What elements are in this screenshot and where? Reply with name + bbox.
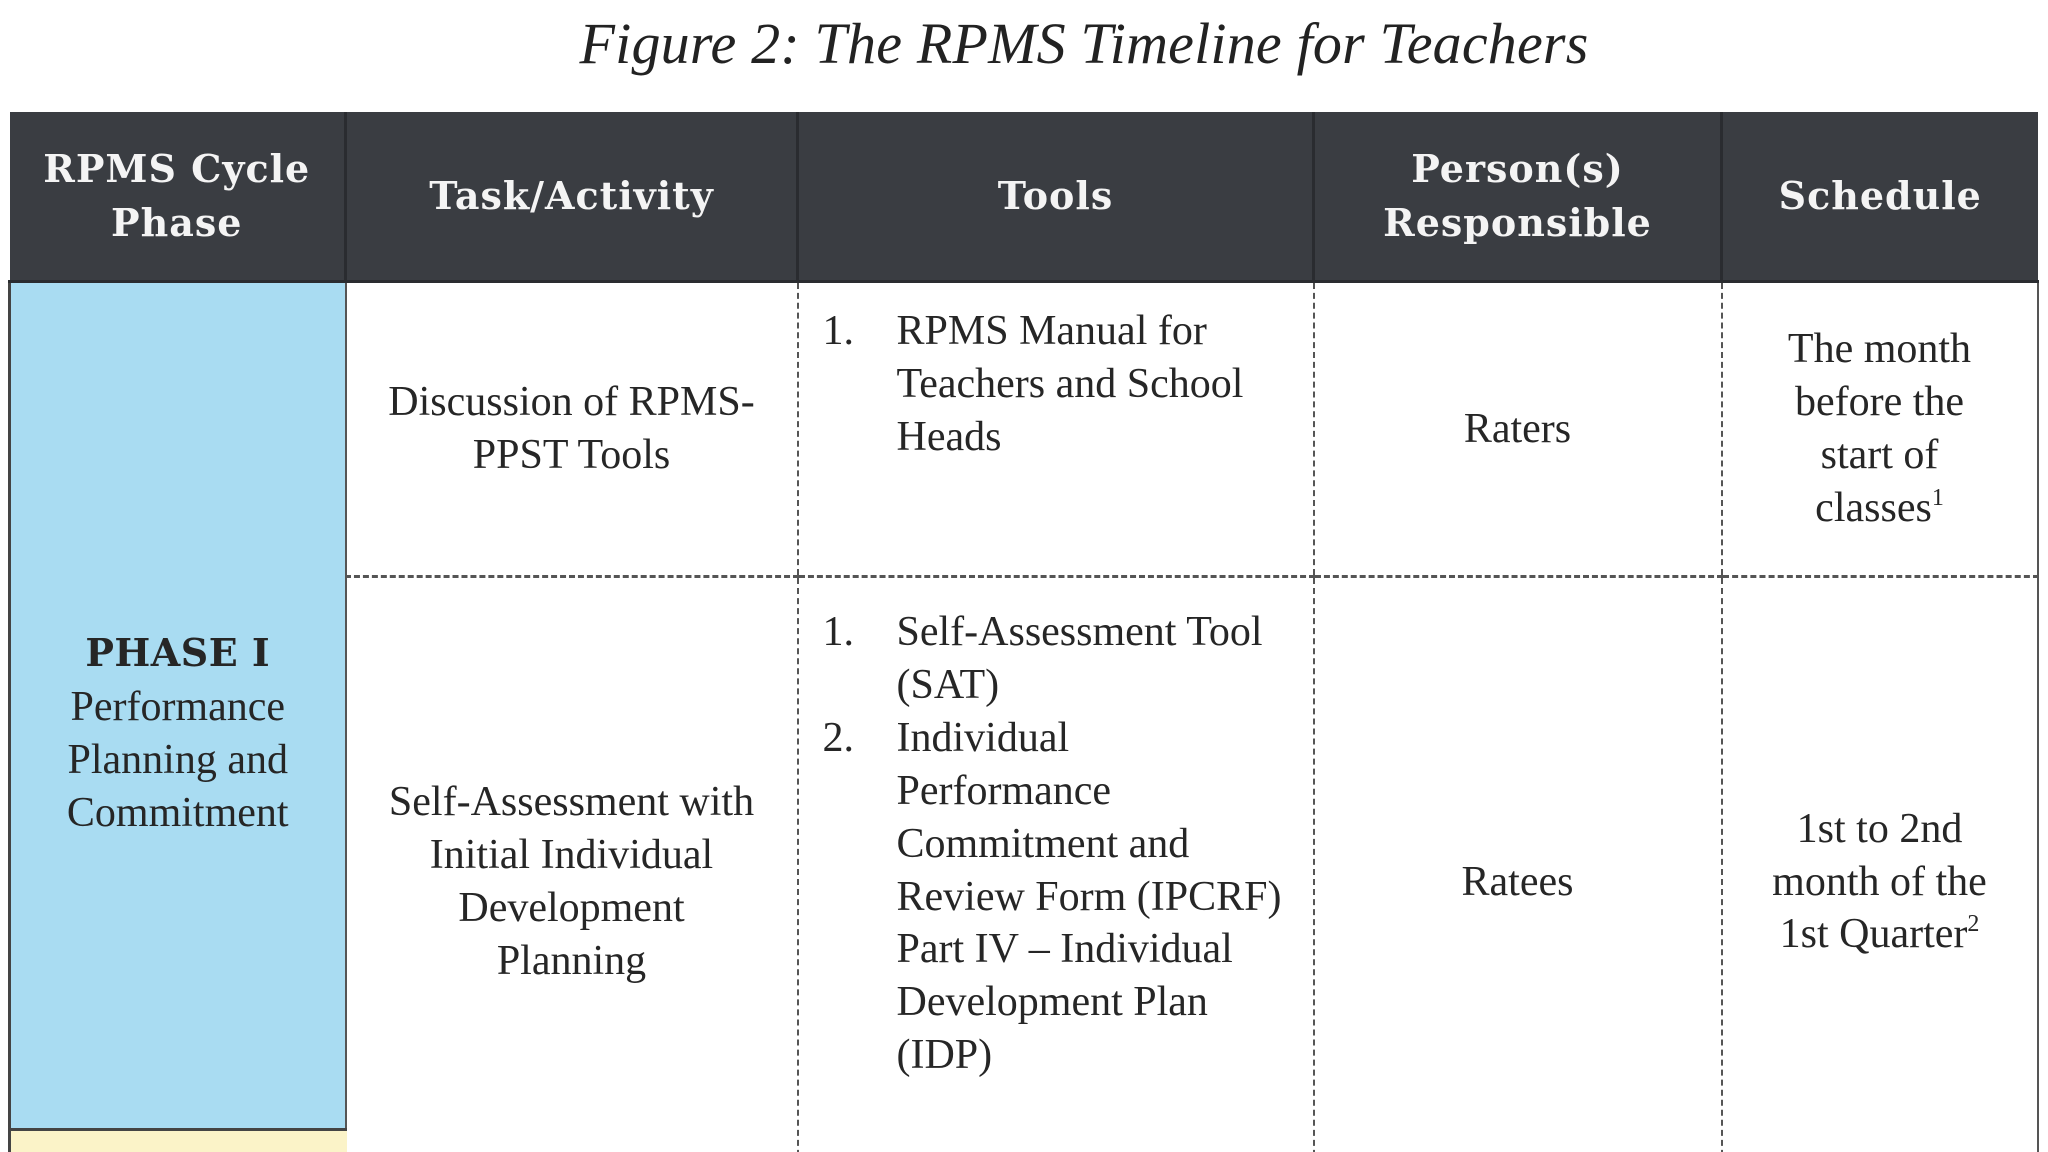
tool-text: [897, 606, 1293, 712]
tools-cell: [798, 282, 1314, 577]
tool-line: Development Plan: [896, 979, 1208, 1026]
tool-number: 1.: [822, 308, 854, 354]
schedule-cell: [1722, 282, 2038, 577]
header-persons-responsible: [1314, 112, 1722, 282]
schedule-cell: [1722, 577, 2038, 1152]
tool-line: Review Form (IPCRF): [896, 873, 1282, 920]
footnote-marker: 2: [1967, 911, 1980, 938]
schedule-line: 1st to 2nd: [1796, 805, 1963, 852]
header-line: Person(s): [1411, 146, 1624, 192]
header-tools: [798, 112, 1314, 282]
tool-line: Individual: [896, 714, 1070, 761]
task-line: Discussion of RPMS-: [388, 379, 755, 426]
schedule-line: start of: [1820, 432, 1939, 478]
next-phase-cell-edge: [8, 1128, 347, 1152]
tool-number: 2.: [822, 714, 854, 761]
tool-line: (IDP): [896, 1032, 993, 1079]
tool-line: Teachers and School: [896, 360, 1244, 407]
tool-line: Commitment and: [896, 820, 1190, 867]
header-task-activity: [346, 112, 798, 282]
phase-label: PHASE I: [85, 630, 271, 676]
tool-line: Part IV – Individual: [896, 926, 1233, 973]
task-line: Self-Assessment with: [388, 779, 755, 826]
task-line: Development: [458, 885, 685, 931]
tool-item: [819, 305, 1293, 464]
responsible-text: Raters: [1463, 405, 1572, 452]
schedule-line: before the: [1794, 379, 1965, 426]
footnote-marker: 1: [1931, 484, 1944, 511]
responsible-cell: [1314, 282, 1722, 577]
header-rpms-cycle-phase: [10, 112, 346, 282]
task-line: Initial Individual: [429, 832, 714, 879]
tool-item: [819, 712, 1293, 1082]
phase-cell: [10, 282, 346, 1152]
phase-description-line: Performance: [70, 684, 286, 731]
schedule-line: 1st Quarter: [1779, 911, 1968, 958]
tool-number: 1.: [822, 609, 854, 655]
table-header-row: [10, 112, 2038, 282]
tools-cell: [798, 577, 1314, 1152]
tool-line: RPMS Manual for: [896, 308, 1207, 354]
schedule-line: The month: [1787, 326, 1972, 373]
schedule-line: classes: [1815, 484, 1932, 531]
phase-description-line: Commitment: [66, 789, 289, 836]
phase-description-line: Planning and: [67, 736, 288, 783]
tools-list: [819, 606, 1293, 1082]
header-schedule: [1722, 112, 2038, 282]
header-line: Task/Activity: [429, 173, 714, 219]
header-line: Responsible: [1383, 200, 1652, 245]
task-cell: [346, 577, 798, 1152]
header-line: Schedule: [1778, 173, 1982, 219]
tool-text: [897, 712, 1293, 1082]
task-cell: [346, 282, 798, 577]
figure-caption: Figure 2: The RPMS Timeline for Teachers: [579, 11, 1589, 76]
tool-line: (SAT): [896, 661, 1000, 708]
tool-item: [819, 606, 1293, 712]
tool-line: Heads: [896, 413, 1002, 460]
tool-text: [897, 305, 1293, 464]
schedule-line: month of the: [1772, 858, 1987, 905]
tool-line: Self-Assessment Tool: [896, 609, 1263, 655]
header-line: Tools: [997, 173, 1114, 219]
task-line: Planning: [496, 937, 647, 984]
responsible-text: Ratees: [1461, 858, 1574, 905]
header-line: RPMS Cycle: [43, 146, 311, 192]
task-line: PPST Tools: [472, 432, 671, 478]
header-line: Phase: [111, 200, 243, 245]
table-row: [10, 282, 2038, 577]
rpms-timeline-table-wrap: [8, 112, 2036, 1152]
tools-list: [819, 305, 1293, 464]
tool-line: Performance: [896, 767, 1112, 814]
responsible-cell: [1314, 577, 1722, 1152]
rpms-timeline-table: [8, 112, 2039, 1152]
